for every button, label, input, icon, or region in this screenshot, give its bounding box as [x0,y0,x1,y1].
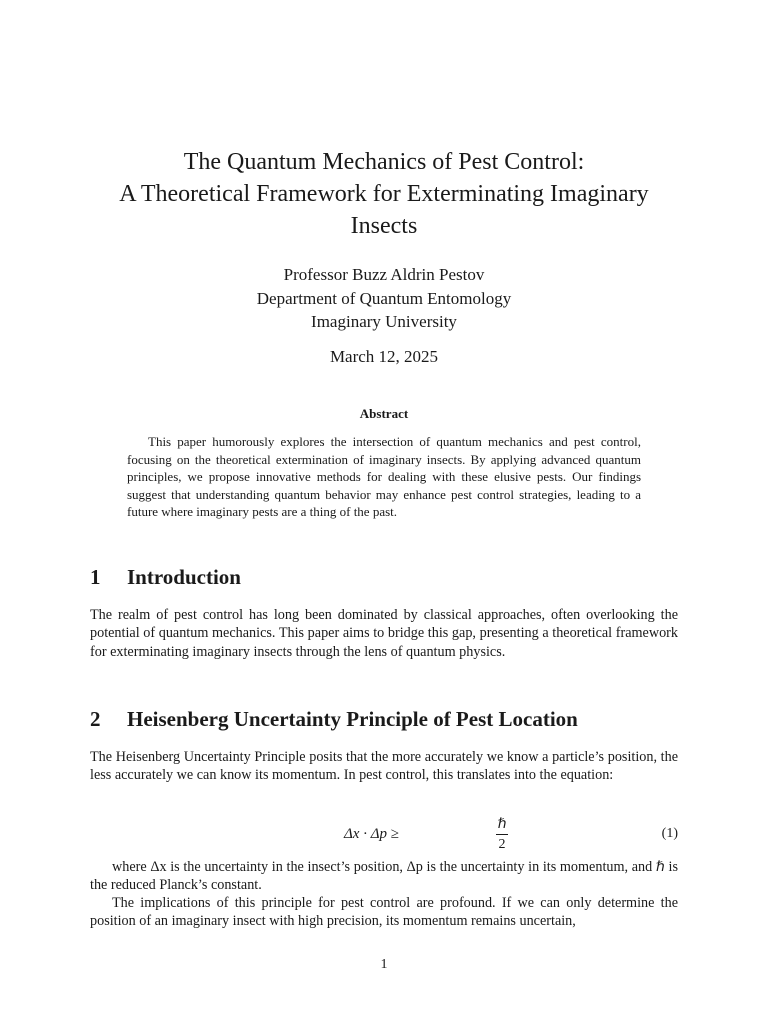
author-block [60,263,708,334]
paper-title [60,146,708,242]
heisenberg-paragraph-3: The implications of this principle for pest control are profound. If we can only determine the position of an imaginary insect with high precision, its momentum remains uncertain, [90,895,678,930]
author-department: Department of Quantum Entomology [256,288,512,308]
heisenberg-paragraph-2: where Δx is the uncertainty in the insect’s position, Δp is the uncertainty in its momentum, and ℏ is the reduced Planck’s constant. [90,859,678,894]
equation-1 [90,818,678,856]
title-line-2: A Theoretical Framework for Exterminating Imaginary [119,181,649,207]
equation-label: (1) [661,826,678,841]
section-number: 2 [90,707,101,731]
section-title: Introduction [127,565,241,589]
fraction-bar [496,834,508,835]
title-line-1: The Quantum Mechanics of Pest Control: [183,149,585,175]
equation-lhs: Δx · Δp ≥ [344,826,399,842]
section-heading-introduction [90,565,690,590]
section-title: Heisenberg Uncertainty Principle of Pest Location [127,707,578,731]
equation-numerator: ℏ [497,817,507,832]
abstract-text: This paper humorously explores the intersection of quantum mechanics and pest control, focusing on the theoretical extermination of imaginary insects. By applying advanced quantum principles, we propose innovative methods for dealing with these elusive pests. Our findings suggest that understanding quantum behavior may enhance pest control strategies, leading to a future where imaginary pests are a thing of the past. [127,434,641,520]
author-university: Imaginary University [311,312,457,331]
section-heading-heisenberg [90,707,690,732]
heisenberg-paragraph-1: The Heisenberg Uncertainty Principle posits that the more accurately we know a particle’s position, the less accurately we can know its momentum. In pest control, this translates into the equation: [90,749,678,784]
equation-denominator: 2 [498,837,506,852]
introduction-paragraph: The realm of pest control has long been dominated by classical approaches, often overlooking the potential of quantum mechanics. This paper aims to bridge this gap, presenting a theoretical framework for exterminating imaginary insects through the lens of quantum physics. [90,607,678,660]
page-number: 1 [380,957,388,972]
paper-date: March 12, 2025 [329,347,439,366]
title-line-3: Insects [350,213,418,239]
author-name: Professor Buzz Aldrin Pestov [283,265,485,284]
abstract-heading: Abstract [359,406,409,421]
equation-fraction [496,816,508,853]
section-number: 1 [90,565,101,589]
